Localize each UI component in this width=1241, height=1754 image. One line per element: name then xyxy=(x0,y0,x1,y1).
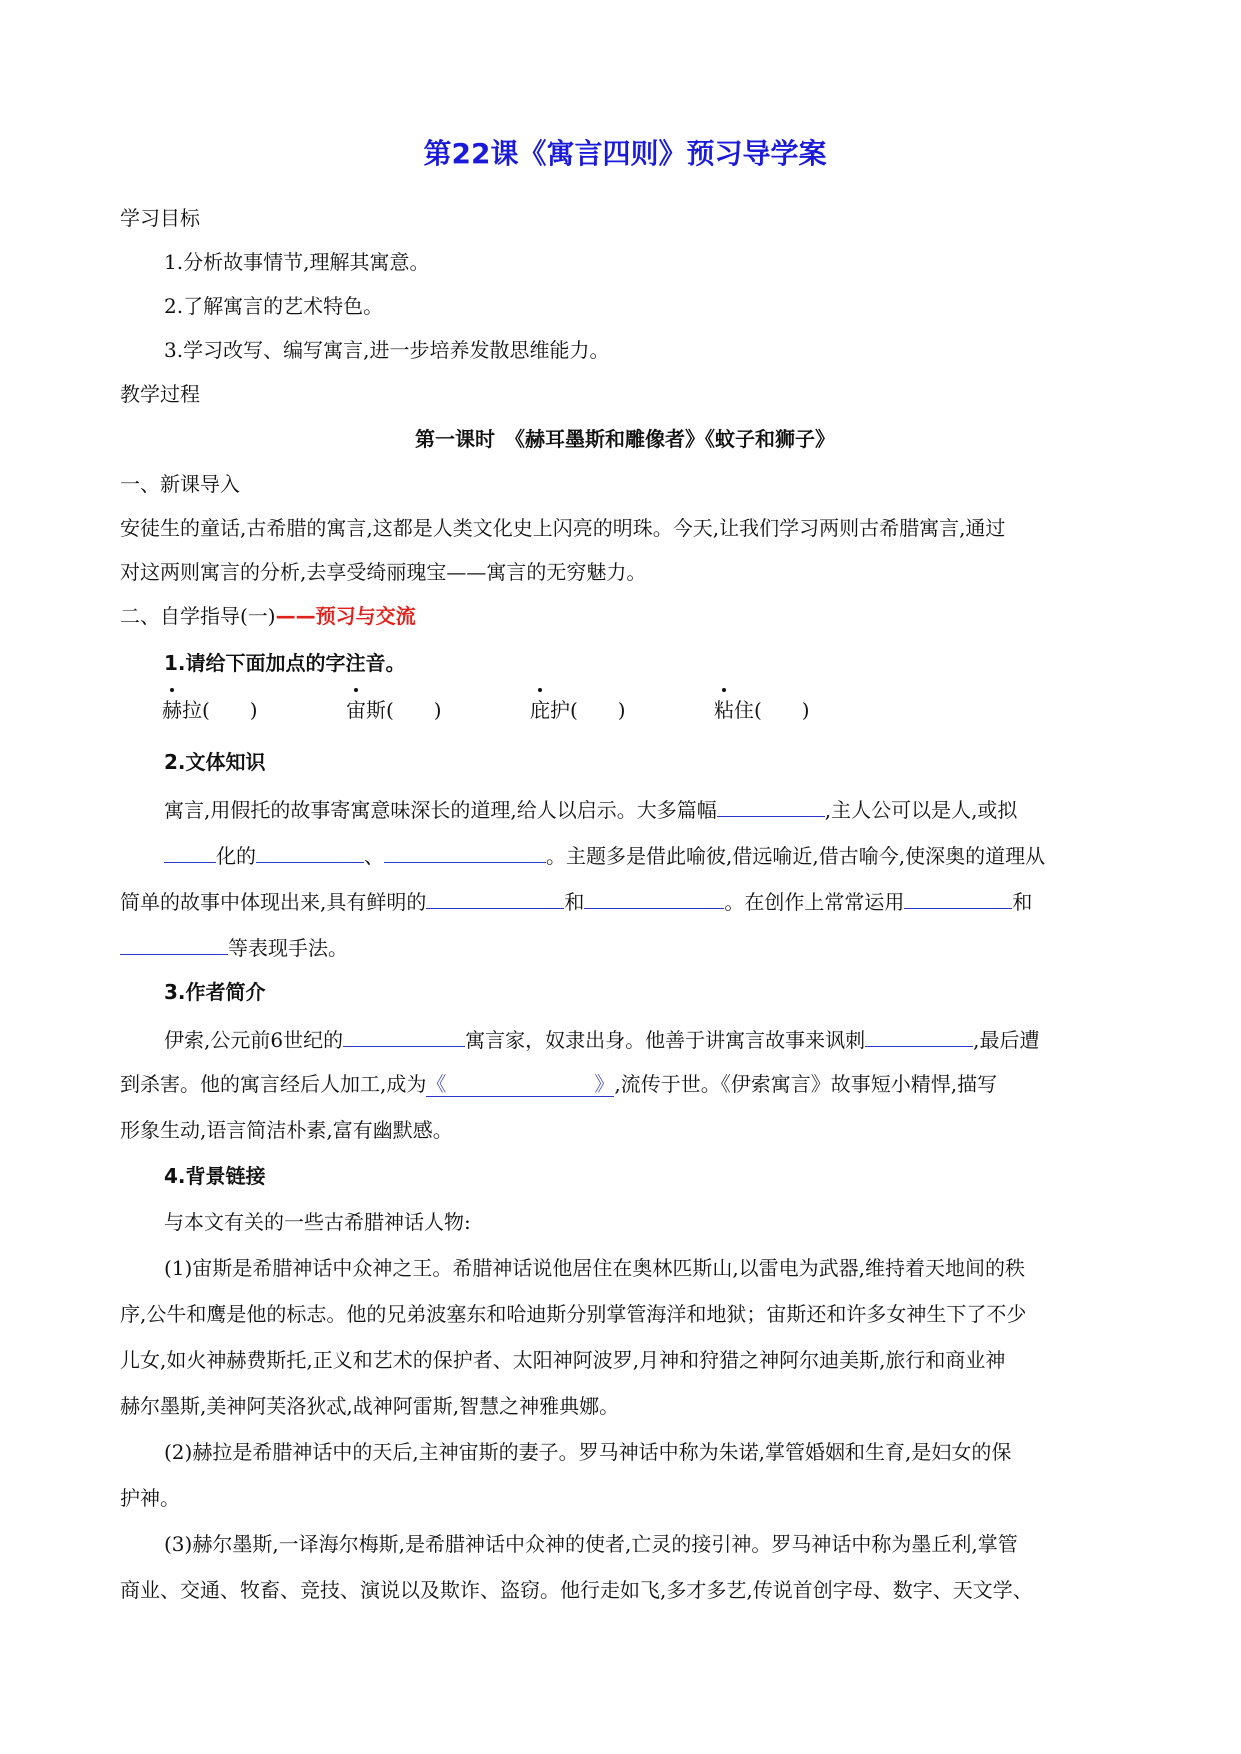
pinyin-item xyxy=(162,696,258,724)
dotted-char: 宙 xyxy=(346,698,366,722)
goals-heading: 学习目标 xyxy=(120,206,200,230)
text-run: ,主人公可以是人,或拟 xyxy=(824,798,1018,822)
question-heading: 1.请给下面加点的字注音。 xyxy=(164,651,406,675)
pinyin-item xyxy=(714,696,810,724)
paragraph-line xyxy=(120,886,1032,916)
text-run: 《 xyxy=(426,1072,447,1096)
text-run: 到杀害。他的寓言经后人加工,成为 xyxy=(120,1072,427,1096)
book-title-blank[interactable] xyxy=(426,1072,614,1097)
paragraph-line: 对这两则寓言的分析,去享受绮丽瑰宝——寓言的无穷魅力。 xyxy=(120,560,647,584)
text-run: 等表现手法。 xyxy=(228,936,348,960)
paragraph-line xyxy=(164,1024,1039,1054)
lesson-title: 第一课时 《赫耳墨斯和雕像者》《蚊子和狮子》 xyxy=(415,427,835,451)
paragraph-line xyxy=(164,840,1045,870)
paragraph-line: 序,公牛和鹰是他的标志。他的兄弟波塞东和哈迪斯分别掌管海洋和地狱；宙斯还和许多女神生下了不少 xyxy=(120,1302,1027,1326)
paragraph-line: (2)赫拉是希腊神话中的天后,主神宙斯的妻子。罗马神话中称为朱诺,掌管婚姻和生育,是妇女的保 xyxy=(164,1440,1012,1464)
fill-blank[interactable] xyxy=(384,840,546,863)
text-run: 寓言家，奴隶出身。他善于讲寓言故事来讽刺 xyxy=(465,1028,866,1052)
text-run: 和 xyxy=(564,890,585,914)
goal-item: 2.了解寓言的艺术特色。 xyxy=(164,294,384,318)
fill-blank[interactable] xyxy=(256,840,364,863)
paragraph-line: 安徒生的童话,古希腊的寓言,这都是人类文化史上闪亮的明珠。今天,让我们学习两则古希腊寓言,通过 xyxy=(120,516,1006,540)
page-title: 第22课《寓言四则》预习导学案 xyxy=(423,137,827,170)
question-heading: 2.文体知识 xyxy=(164,750,266,774)
paragraph-line: 护神。 xyxy=(120,1486,180,1510)
paragraph-line xyxy=(120,932,348,962)
pinyin-item xyxy=(530,696,626,724)
paragraph-line: (1)宙斯是希腊神话中众神之王。希腊神话说他居住在奥林匹斯山,以雷电为武器,维持着天地间的秩 xyxy=(164,1256,1026,1280)
text-run: 化的 xyxy=(216,844,256,868)
paragraph-line: 形象生动,语言简洁朴素,富有幽默感。 xyxy=(120,1118,453,1142)
dotted-char: 庇 xyxy=(530,698,550,722)
question-heading: 3.作者简介 xyxy=(164,980,266,1004)
fill-blank[interactable] xyxy=(717,794,825,817)
section-heading-highlight: ——预习与交流 xyxy=(275,604,416,628)
dotted-char: 粘 xyxy=(714,698,734,722)
fill-blank[interactable] xyxy=(584,886,724,909)
fill-blank[interactable] xyxy=(904,886,1012,909)
text-run: 、 xyxy=(364,844,384,868)
paragraph-line: (3)赫尔墨斯,一译海尔梅斯,是希腊神话中众神的使者,亡灵的接引神。罗马神话中称为墨丘利,掌管 xyxy=(164,1532,1018,1556)
text-run: 伊索,公元前6世纪的 xyxy=(164,1028,344,1052)
question-heading: 4.背景链接 xyxy=(164,1164,266,1188)
text-run: 。主题多是借此喻彼,借远喻近,借古喻今,使深奥的道理从 xyxy=(546,844,1046,868)
paragraph-line: 与本文有关的一些古希腊神话人物: xyxy=(164,1210,471,1234)
text-run: ,流传于世。《伊索寓言》故事短小精悍,描写 xyxy=(614,1072,998,1096)
text-run: 简单的故事中体现出来,具有鲜明的 xyxy=(120,890,427,914)
pinyin-rest: 拉( ) xyxy=(182,698,258,722)
paragraph-line xyxy=(164,794,1017,824)
section-heading-text: 二、自学指导(一) xyxy=(120,604,276,628)
dotted-char: 赫 xyxy=(162,698,182,722)
fill-blank[interactable] xyxy=(426,886,564,909)
paragraph-line: 儿女,如火神赫费斯托,正义和艺术的保护者、太阳神阿波罗,月神和狩猎之神阿尔迪美斯,旅行和商业神 xyxy=(120,1348,1006,1372)
pinyin-rest: 斯( ) xyxy=(366,698,442,722)
paragraph-line xyxy=(120,1070,997,1098)
fill-blank[interactable] xyxy=(865,1024,973,1047)
text-run: 和 xyxy=(1012,890,1033,914)
text-run: 》 xyxy=(594,1072,615,1096)
pinyin-rest: 住( ) xyxy=(734,698,810,722)
fill-blank[interactable] xyxy=(343,1024,465,1047)
text-run: 寓言,用假托的故事寄寓意味深长的道理,给人以启示。大多篇幅 xyxy=(164,798,717,822)
text-run: ,最后遭 xyxy=(973,1028,1040,1052)
section-heading: 一、新课导入 xyxy=(120,472,240,496)
fill-blank[interactable] xyxy=(164,840,216,863)
fill-blank[interactable] xyxy=(120,932,228,955)
text-run: 。在创作上常常运用 xyxy=(724,890,905,914)
paragraph-line: 赫尔墨斯,美神阿芙洛狄忒,战神阿雷斯,智慧之神雅典娜。 xyxy=(120,1394,620,1418)
process-heading: 教学过程 xyxy=(120,382,200,406)
goal-item: 3.学习改写、编写寓言,进一步培养发散思维能力。 xyxy=(164,338,610,362)
pinyin-rest: 护( ) xyxy=(550,698,626,722)
paragraph-line: 商业、交通、牧畜、竞技、演说以及欺诈、盗窃。他行走如飞,多才多艺,传说首创字母、数字、天文学、 xyxy=(120,1578,1033,1602)
pinyin-item xyxy=(346,696,442,724)
section-heading xyxy=(120,602,416,630)
goal-item: 1.分析故事情节,理解其寓意。 xyxy=(164,250,430,274)
